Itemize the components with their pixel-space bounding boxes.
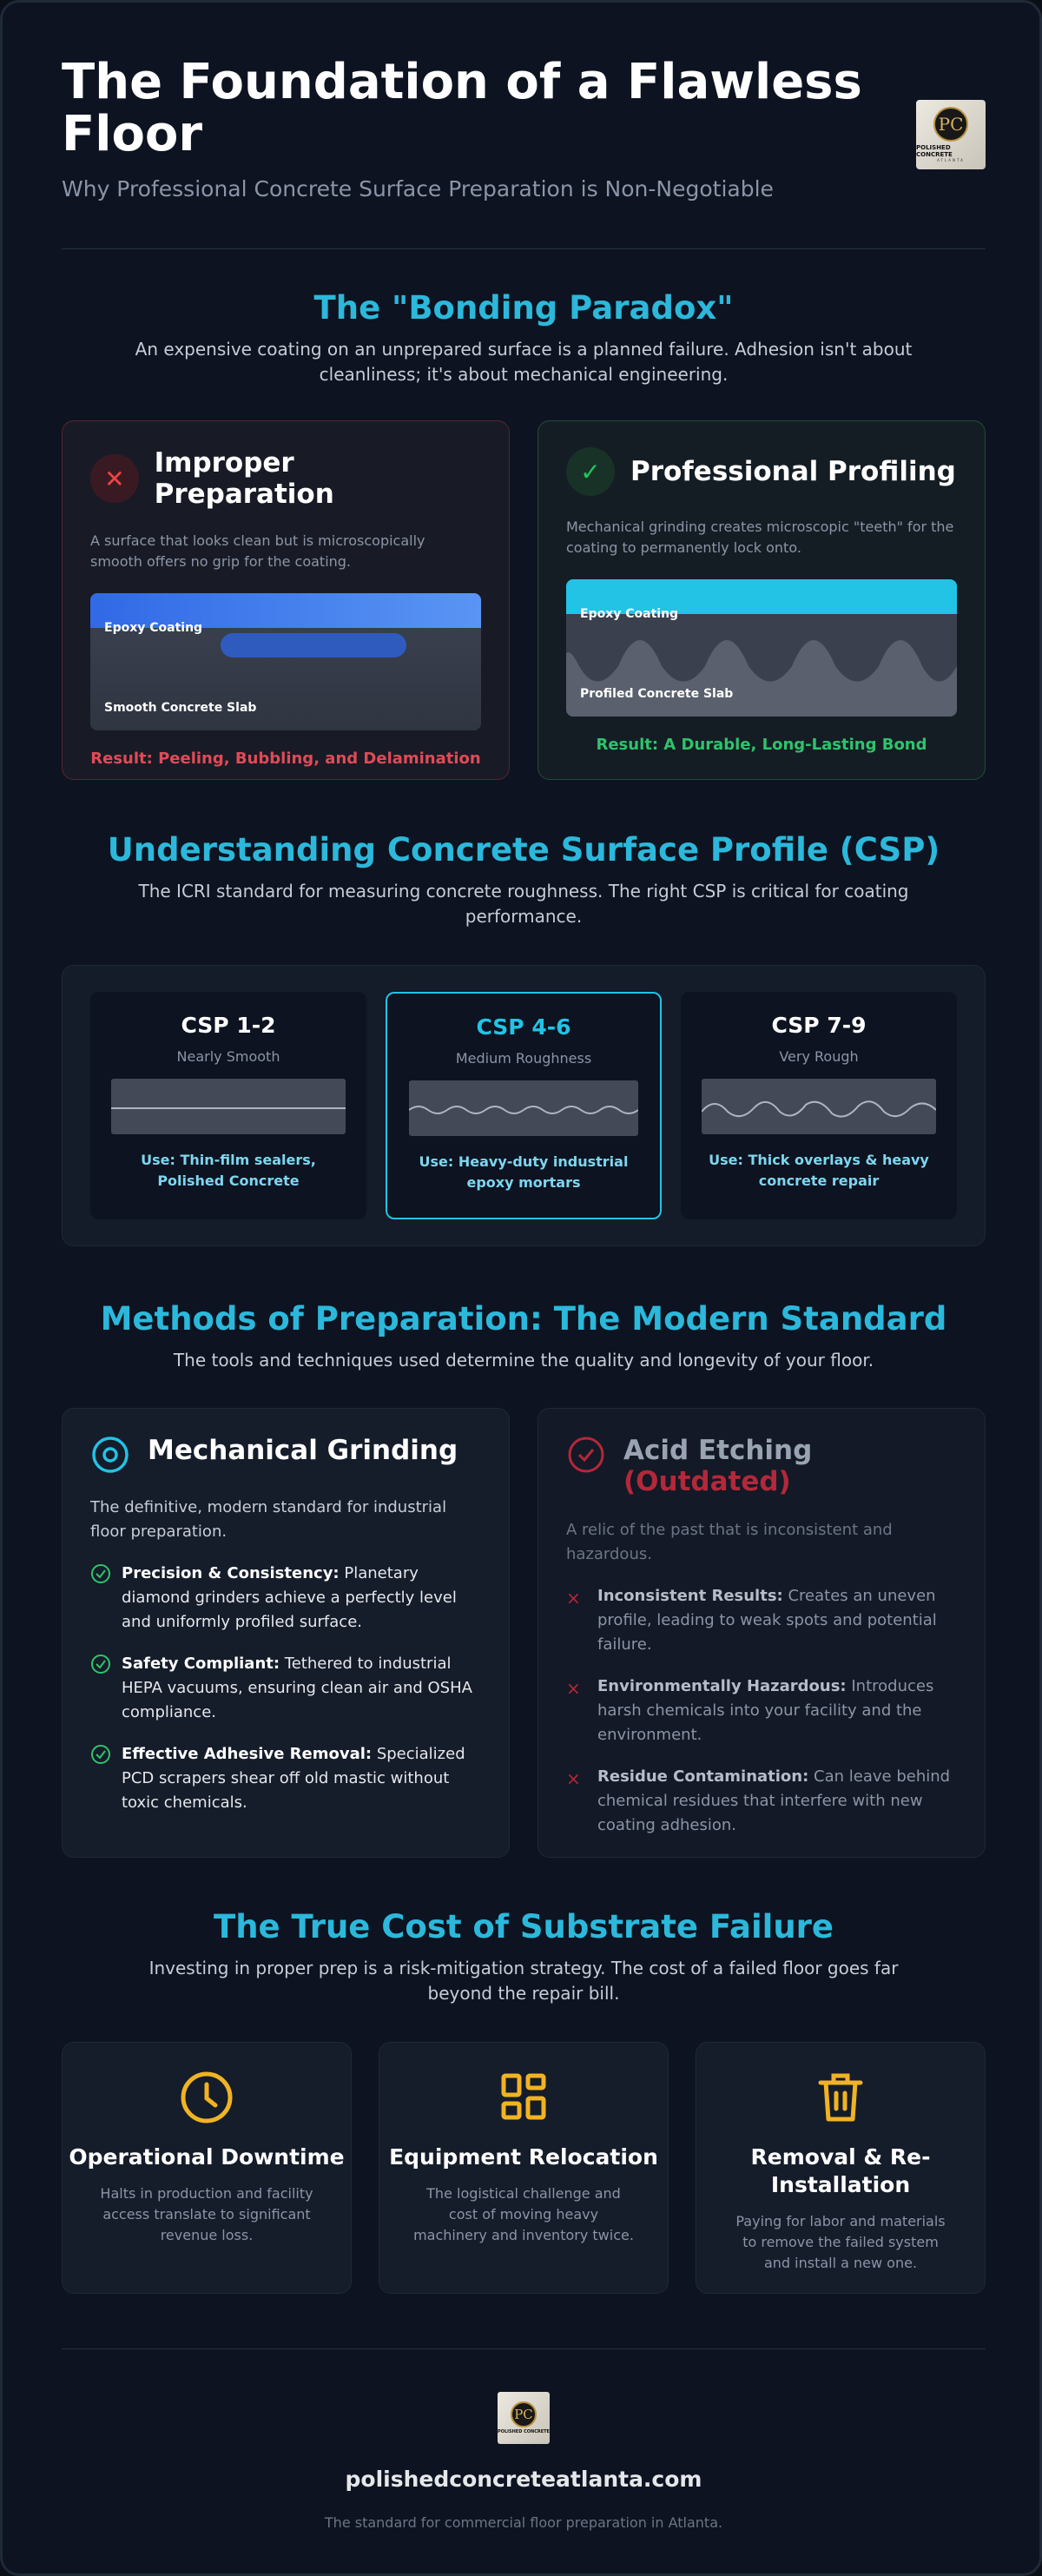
coating-label: Epoxy Coating — [580, 607, 679, 621]
list-item — [90, 1652, 481, 1725]
footer-logo[interactable] — [498, 2392, 550, 2444]
trash-icon — [812, 2069, 869, 2126]
item-text: Introduces harsh chemicals into your facility and the environment. — [597, 1677, 934, 1744]
professional-title: Professional Profiling — [630, 456, 956, 487]
list-item — [90, 1742, 481, 1815]
etching-drawbacks — [566, 1584, 957, 1838]
bonding-section — [62, 289, 986, 387]
csp-levels — [62, 965, 986, 1246]
improper-description: A surface that looks clean but is microscopically smooth offers no grip for the coating. — [90, 532, 425, 570]
clock-icon — [178, 2069, 235, 2126]
csp-level-subtitle: Nearly Smooth — [176, 1048, 280, 1065]
csp-level-use: Use: Heavy-duty industrial epoxy mortars — [419, 1153, 629, 1191]
company-logo[interactable] — [916, 100, 986, 169]
list-item — [566, 1674, 957, 1747]
logo-monogram-icon: PC — [933, 107, 968, 142]
list-item — [566, 1584, 957, 1657]
improper-prep-card — [62, 420, 510, 780]
footer-tagline: The standard for commercial floor preparation in Atlanta. — [324, 2514, 723, 2531]
csp-level-4-6[interactable] — [386, 992, 662, 1219]
grinding-benefits — [90, 1562, 481, 1815]
methods-section — [62, 1300, 986, 1373]
x-icon: × — [566, 1678, 581, 1699]
item-text: Can leave behind chemical residues that interfere with new coating adhesion. — [597, 1767, 951, 1834]
cost-title: The True Cost of Substrate Failure — [213, 1908, 834, 1945]
item-label: Inconsistent Results: — [597, 1587, 783, 1605]
divider — [62, 248, 986, 249]
csp-level-title: CSP 7-9 — [771, 1013, 867, 1038]
improper-title: Improper Preparation — [154, 447, 334, 510]
item-label: Residue Contamination: — [597, 1767, 809, 1786]
improper-result: Result: Peeling, Bubbling, and Delamination — [90, 750, 481, 768]
logo-text: POLISHED CONCRETE — [498, 2429, 550, 2434]
methods-description: The tools and techniques used determine the quality and longevity of your floor. — [173, 1350, 874, 1371]
csp-level-1-2[interactable] — [90, 992, 366, 1219]
delamination-bubble — [221, 633, 406, 657]
item-text: Planetary diamond grinders achieve a perfectly level and uniformly profiled surface. — [122, 1564, 457, 1631]
check-icon: ✓ — [566, 447, 615, 496]
outdated-label: (Outdated) — [623, 1466, 791, 1497]
csp-level-use: Use: Thin-film sealers, Polished Concrete — [141, 1152, 316, 1189]
csp-level-subtitle: Medium Roughness — [455, 1050, 592, 1067]
x-circle-icon — [566, 1435, 606, 1475]
x-icon: ✕ — [90, 454, 139, 503]
cost-card-downtime — [62, 2042, 352, 2294]
csp-level-title: CSP 4-6 — [476, 1014, 571, 1040]
item-text: Creates an uneven profile, leading to weak spots and potential failure. — [597, 1587, 937, 1654]
cost-section — [62, 1908, 986, 2006]
slab-label: Smooth Concrete Slab — [104, 701, 257, 715]
bonding-title: The "Bonding Paradox" — [313, 289, 734, 327]
profiled-slab-diagram — [566, 579, 957, 717]
csp-description: The ICRI standard for measuring concrete roughness. The right CSP is critical for coating performance. — [138, 881, 909, 927]
csp-level-subtitle: Very Rough — [779, 1048, 859, 1065]
smooth-profile-graphic — [111, 1079, 346, 1134]
grinding-description: The definitive, modern standard for industrial floor preparation. — [90, 1498, 447, 1541]
logo-text: POLISHED CONCRETE — [916, 144, 953, 158]
item-label: Environmentally Hazardous: — [597, 1677, 847, 1695]
professional-profiling-card — [537, 420, 986, 780]
list-item — [90, 1562, 481, 1635]
check-circle-icon — [90, 1742, 122, 1815]
rough-profile-graphic — [702, 1079, 936, 1134]
header — [62, 56, 986, 213]
csp-level-use: Use: Thick overlays & heavy concrete repair — [709, 1152, 929, 1189]
cost-card-description: Paying for labor and materials to remove the failed system and install a new one. — [735, 2213, 946, 2271]
website-link[interactable]: polishedconcreteatlanta.com — [345, 2467, 702, 2492]
logo-monogram-icon: PC — [511, 2401, 537, 2427]
csp-level-title: CSP 1-2 — [181, 1013, 276, 1038]
slab-label: Profiled Concrete Slab — [580, 687, 734, 701]
item-text: Tethered to industrial HEPA vacuums, ensuring clean air and OSHA compliance. — [122, 1655, 472, 1721]
grid-icon — [495, 2069, 552, 2126]
item-text: Specialized PCD scrapers shear off old mastic without toxic chemicals. — [122, 1745, 465, 1812]
acid-etching-card — [537, 1408, 986, 1858]
check-circle-icon — [90, 1562, 122, 1635]
cost-card-equipment — [379, 2042, 669, 2294]
cost-card-description: The logistical challenge and cost of moving heavy machinery and inventory twice. — [413, 2185, 634, 2243]
item-label: Safety Compliant: — [122, 1655, 280, 1673]
cost-card-removal — [696, 2042, 986, 2294]
professional-result: Result: A Durable, Long-Lasting Bond — [596, 736, 927, 754]
etching-description: A relic of the past that is inconsistent and hazardous. — [566, 1521, 893, 1563]
cost-card-title: Equipment Relocation — [389, 2144, 658, 2170]
footer — [62, 2392, 986, 2531]
target-icon — [90, 1435, 130, 1475]
x-icon: × — [566, 1588, 581, 1608]
divider — [62, 2348, 986, 2349]
cost-card-title: Operational Downtime — [69, 2144, 345, 2170]
logo-subtext: ATLANTA — [937, 158, 965, 162]
csp-section — [62, 831, 986, 929]
bonding-description: An expensive coating on an unprepared surface is a planned failure. Adhesion isn't about cleanliness; it's about mechanical engineering. — [135, 339, 913, 385]
list-item — [566, 1765, 957, 1838]
methods-title: Methods of Preparation: The Modern Standard — [100, 1300, 947, 1338]
methods-cards — [62, 1408, 986, 1858]
csp-level-7-9[interactable] — [681, 992, 957, 1219]
bonding-cards — [62, 420, 986, 780]
item-label: Precision & Consistency: — [122, 1564, 340, 1582]
grinding-title: Mechanical Grinding — [148, 1435, 458, 1466]
item-label: Effective Adhesive Removal: — [122, 1745, 373, 1763]
etching-title — [623, 1435, 812, 1497]
cost-card-description: Halts in production and facility access translate to significant revenue loss. — [100, 2185, 313, 2243]
etching-title-text: Acid Etching — [623, 1435, 813, 1466]
medium-profile-graphic — [409, 1080, 638, 1136]
check-circle-icon — [90, 1652, 122, 1725]
profile-teeth-graphic — [566, 614, 957, 717]
mechanical-grinding-card — [62, 1408, 510, 1858]
csp-title: Understanding Concrete Surface Profile (CSP) — [107, 831, 940, 869]
cost-description: Investing in proper prep is a risk-mitigation strategy. The cost of a failed floor goes far beyond the repair bill. — [148, 1958, 899, 2004]
professional-description: Mechanical grinding creates microscopic "teeth" for the coating to permanently lock onto. — [566, 519, 954, 556]
x-icon: × — [566, 1768, 581, 1789]
cost-cards — [62, 2042, 986, 2294]
page-title: The Foundation of a Flawless Floor — [62, 54, 862, 162]
cost-card-title: Removal & Re-Installation — [750, 2144, 931, 2197]
page-subtitle: Why Professional Concrete Surface Preparation is Non-Negotiable — [62, 176, 774, 201]
smooth-slab-diagram — [90, 593, 481, 730]
coating-label: Epoxy Coating — [104, 621, 203, 635]
